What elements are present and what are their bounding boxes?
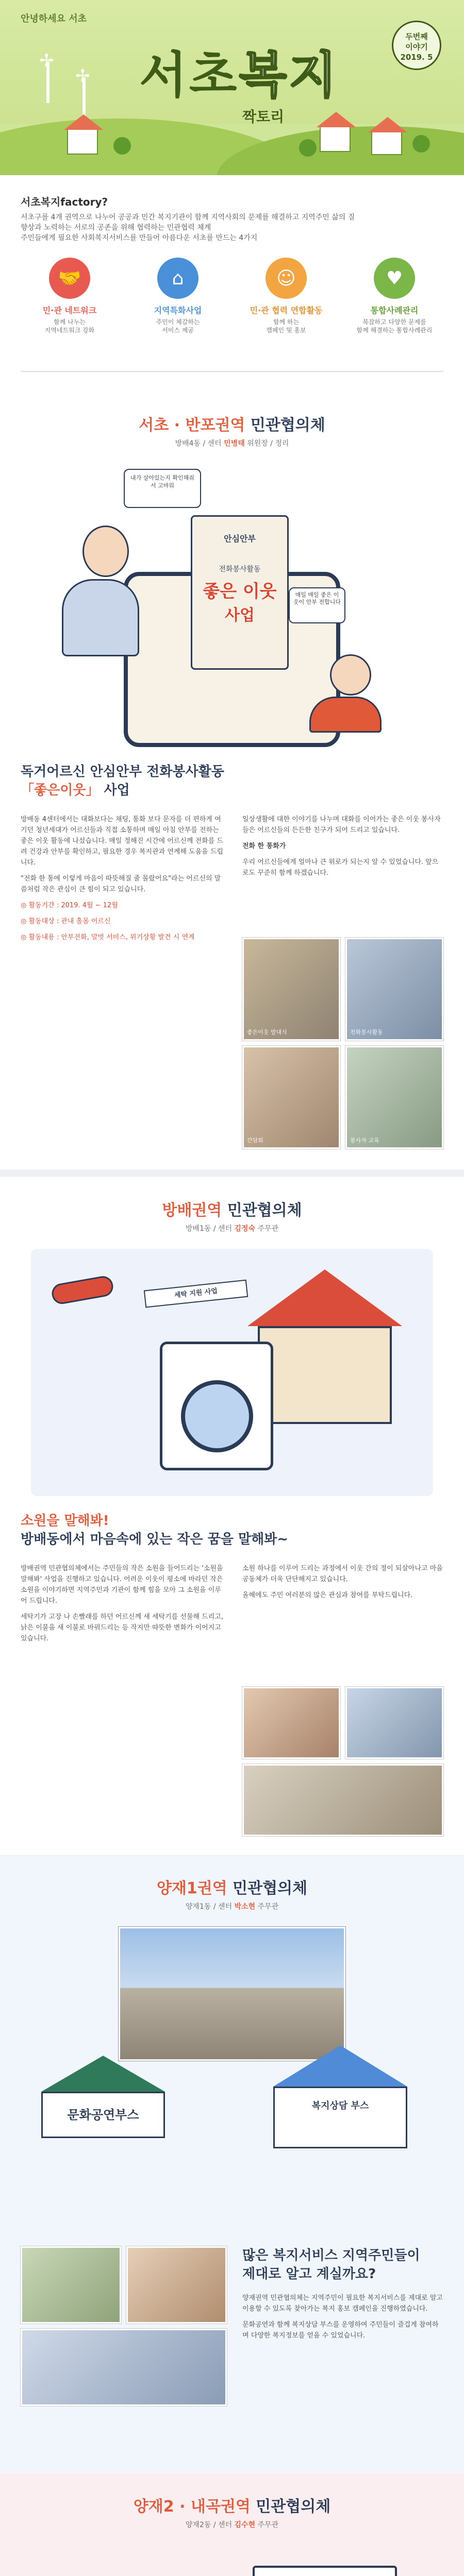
handshake-icon: 🤝 bbox=[49, 258, 90, 299]
paragraph: ◎ 활동내용 : 안부전화, 말벗 서비스, 위기상황 발견 시 연계 bbox=[21, 934, 195, 941]
banner: 세탁 지원 사업 bbox=[144, 1280, 248, 1308]
article-title-suffix: 사업 bbox=[99, 783, 130, 798]
paragraph: ◎ 활동대상 : 관내 홀몸 어르신 bbox=[21, 918, 111, 925]
sign-line: 전화봉사활동 bbox=[219, 565, 261, 573]
paragraph: 전화 한 통화가 bbox=[242, 842, 286, 850]
section-title bbox=[0, 2494, 464, 2516]
article-title-highlight: 「좋은이웃」 bbox=[21, 783, 100, 798]
house-roof bbox=[247, 1269, 402, 1326]
photo bbox=[21, 2329, 227, 2406]
section-title-suffix: 민관협의체 bbox=[222, 1201, 302, 1219]
paragraph: "전화 한 통에 이렇게 마음이 따뜻해질 줄 몰랐어요"라는 어르신의 말씀처럼 작은 관심이 큰 힘이 되고 있습니다. bbox=[21, 875, 221, 893]
intro-item-network bbox=[21, 258, 119, 335]
photo-caption: 좋은이웃 발대식 bbox=[247, 1029, 287, 1036]
author-post: 주무관 bbox=[255, 2521, 279, 2529]
author-pre: 양재1동 / 센터 bbox=[185, 1903, 235, 1911]
paragraph: 우리 어르신들에게 얼마나 큰 위로가 되는지 알 수 있었습니다. 앞으로도 꾸준히 함께 하겠습니다. bbox=[242, 858, 439, 877]
section-title-region: 서초 · 반포권역 bbox=[139, 416, 245, 434]
section-title bbox=[0, 1197, 464, 1220]
welfare-booth bbox=[273, 2045, 407, 2148]
paragraph: 소원 하나를 이루어 드리는 과정에서 이웃 간의 정이 되살아나고 마을 공동체가 더욱 단단해지고 있습니다. bbox=[242, 1565, 443, 1583]
photo-caption: 간담회 bbox=[247, 1137, 263, 1144]
article-title-line: 방배동에서 마음속에 있는 작은 꿈을 말해봐~ bbox=[21, 1532, 289, 1547]
photo bbox=[242, 1687, 340, 1759]
tent-roof bbox=[41, 2056, 165, 2092]
photo bbox=[126, 2246, 227, 2324]
photo-grid bbox=[242, 938, 443, 1154]
intro-item-desc: 함께 하는 캠페인 및 홍보 bbox=[266, 318, 306, 334]
title-prefix: 서초 bbox=[139, 46, 239, 104]
photo bbox=[242, 1046, 340, 1149]
paragraph: 양재권역 민관협의체는 지역주민이 필요한 복지서비스를 제대로 알고 이용할 수 있도록 찾아가는 복지 홍보 캠페인을 진행하였습니다. bbox=[242, 2294, 443, 2313]
section-title bbox=[0, 1875, 464, 1898]
header-subtitle: 안녕하세요 서초 bbox=[21, 13, 87, 24]
section-heading bbox=[0, 2494, 464, 2530]
illustration-festival bbox=[31, 1927, 433, 2226]
intro-icon-row bbox=[21, 258, 443, 340]
section-seocho-banpo bbox=[0, 392, 464, 1170]
paragraph: 방배권역 민관협의체에서는 주민들의 작은 소원을 들어드리는 '소원을 말해봐' 사업을 진행하고 있습니다. 어려운 이웃이 평소에 바라던 작은 소원을 이야기하면 지역주민과 기관이 함께 힘을 모아 그 소원을 이루어 드립니다. bbox=[21, 1565, 223, 1605]
section-title-suffix: 민관협의체 bbox=[227, 1879, 308, 1897]
paragraph: 일상생활에 대한 이야기를 나누며 대화를 이어가는 좋은 이웃 봉사자들은 어르신들의 든든한 친구가 되어 드리고 있습니다. bbox=[242, 816, 441, 834]
paragraph: 방배동 4센터에서는 대화보다는 채팅, 통화 보다 문자를 더 편하게 여기던 청년세대가 어르신들과 직접 소통하며 매일 아침 안부를 전하는 좋은 이웃 활동에 나섰습니다. 매일 정해진 시간에 어르신께 전화를 드려 건강과 안부를 확인하고, 필요한 경우 복지관과 연계해 도움을 드립니다. bbox=[21, 816, 223, 867]
author-pre: 방배1동 / 센터 bbox=[185, 1225, 235, 1233]
house-icon bbox=[320, 126, 351, 152]
intro-item-desc: 주민이 체감하는 서비스 제공 bbox=[156, 318, 200, 334]
section-yangjae1 bbox=[0, 1855, 464, 2473]
house-icon bbox=[67, 129, 98, 155]
author-post: 위원장 / 정리 bbox=[244, 439, 289, 448]
intro-bullet: 서초구를 4개 권역으로 나누어 공공과 민간 복지기관이 함께 지역사회의 문제를 해결하고 지역주민 삶의 질 bbox=[21, 213, 355, 222]
section-yangjae2-naegok bbox=[0, 2473, 464, 2576]
paragraph: 문화공연과 함께 복지상담 부스를 운영하여 주민들이 즐겁게 참여하며 다양한 복지정보를 얻을 수 있었습니다. bbox=[242, 2321, 439, 2340]
sign-line: 안심안부 bbox=[224, 534, 256, 544]
sign-line: 좋은 이웃 bbox=[203, 581, 277, 602]
speech-bubble: 내가 살아있는지 확인해줘서 고마워 bbox=[124, 469, 201, 508]
tree-icon bbox=[299, 139, 317, 157]
photo-caption: 전화봉사활동 bbox=[350, 1029, 383, 1036]
photo bbox=[119, 1927, 345, 2061]
house-icon bbox=[371, 131, 402, 155]
house-wall bbox=[258, 1326, 392, 1424]
article-title-line: 독거어르신 안심안부 전화봉사활동 bbox=[21, 764, 224, 779]
sign-line: 사업 bbox=[225, 606, 255, 624]
article-column-right bbox=[242, 814, 443, 884]
people-icon: ☺ bbox=[266, 258, 307, 299]
paragraph: 세탁기가 고장 나 손빨래를 하던 어르신께 새 세탁기를 선물해 드리고, 낡은 이불을 새 이불로 바꿔드리는 등 작지만 따뜻한 변화가 이어지고 있습니다. bbox=[21, 1613, 223, 1642]
tent-label: 복지상담 부스 bbox=[273, 2087, 407, 2148]
article-column-right bbox=[242, 1563, 443, 1606]
intro-item-desc: 복잡하고 다양한 문제를 함께 해결하는 통합사례관리 bbox=[356, 318, 433, 334]
intro-bullet: 향상과 노력하는 서로의 공존을 위해 협력하는 민관협력 체계 bbox=[21, 224, 211, 232]
paragraph: ◎ 활동기간 : 2019. 4월 ~ 12월 bbox=[21, 902, 118, 909]
tent-label: 문화공연부스 bbox=[41, 2092, 165, 2138]
section-heading bbox=[0, 412, 464, 448]
intro-item-label: 민·관 협력 연합활동 bbox=[250, 306, 323, 315]
intro-bullet: 주민들에게 필요한 사회복지서비스를 만들어 아름다운 서초를 만드는 4가지 bbox=[21, 234, 258, 242]
house-icon: ⌂ bbox=[157, 258, 198, 299]
section-title-suffix: 민관협의체 bbox=[245, 416, 325, 434]
author-pre: 방배4동 / 센터 bbox=[175, 439, 224, 448]
author-name: 김수현 bbox=[234, 2521, 256, 2529]
section-bangbae bbox=[0, 1170, 464, 1855]
tent-roof bbox=[273, 2045, 407, 2087]
illustration-phone-service bbox=[62, 459, 402, 757]
superhero-figure bbox=[52, 1259, 124, 1311]
article-title bbox=[21, 762, 224, 800]
photo bbox=[242, 938, 340, 1041]
volume-badge bbox=[392, 21, 441, 70]
culture-booth bbox=[41, 2056, 165, 2138]
photo-grid bbox=[242, 1687, 443, 1841]
intro-item-joint bbox=[237, 258, 335, 335]
article-title bbox=[21, 1512, 288, 1549]
section-title-region: 방배권역 bbox=[162, 1201, 222, 1219]
author-post: 주무관 bbox=[255, 1225, 279, 1233]
elderly-man-figure bbox=[62, 526, 150, 659]
section-title-region: 양재1권역 bbox=[156, 1879, 227, 1897]
author-pre: 양재2동 / 센터 bbox=[185, 2521, 235, 2529]
article-column-left bbox=[21, 1563, 227, 1649]
header-name: 짝토리 bbox=[242, 108, 285, 125]
author-name: 민병태 bbox=[224, 439, 245, 448]
section-author bbox=[0, 1901, 464, 1911]
intro-item-special bbox=[129, 258, 227, 335]
article-column-left bbox=[21, 814, 227, 948]
photo bbox=[345, 1687, 443, 1759]
photo bbox=[242, 1764, 443, 1836]
divider bbox=[21, 371, 443, 372]
intro-section bbox=[0, 175, 464, 392]
section-title bbox=[0, 412, 464, 435]
intro-item-label: 통합사례관리 bbox=[370, 306, 419, 315]
article-title bbox=[242, 2246, 420, 2283]
lecture-screen bbox=[253, 2566, 397, 2576]
author-name: 김정숙 bbox=[234, 1225, 256, 1233]
volume-line: 두번째 bbox=[405, 32, 428, 41]
intro-title: 서초복지factory? bbox=[21, 196, 108, 208]
article-title-line: 많은 복지서비스 지역주민들이 bbox=[242, 2248, 420, 2263]
volunteer-figure bbox=[309, 654, 387, 732]
volume-line: 이야기 bbox=[405, 42, 428, 52]
windmill-icon bbox=[46, 62, 49, 103]
title-main: 복지 bbox=[239, 46, 339, 104]
section-author bbox=[0, 2519, 464, 2530]
header-title bbox=[139, 36, 339, 107]
illustration-washer bbox=[31, 1249, 433, 1496]
intro-item-label: 민·관 네트워크 bbox=[42, 306, 97, 315]
intro-item-label: 지역특화사업 bbox=[154, 306, 202, 315]
photo-grid bbox=[21, 2246, 227, 2401]
author-post: 주무관 bbox=[255, 1903, 279, 1911]
tree-icon bbox=[412, 135, 430, 152]
intro-item-desc: 함께 나누는 지역네트워크 강화 bbox=[44, 318, 95, 334]
photo bbox=[21, 2246, 121, 2324]
tree-icon bbox=[113, 137, 131, 155]
heart-icon: ♥ bbox=[374, 258, 415, 299]
article-column bbox=[242, 2293, 443, 2346]
washing-machine-icon bbox=[160, 1342, 273, 1470]
section-heading bbox=[0, 1197, 464, 1233]
paragraph: 올해에도 주민 여러분의 많은 관심과 참여를 부탁드립니다. bbox=[242, 1591, 413, 1599]
section-title-region: 양재2 · 내곡권역 bbox=[133, 2498, 251, 2516]
author-name: 박소현 bbox=[234, 1903, 256, 1911]
photo bbox=[345, 938, 443, 1041]
windmill-icon bbox=[82, 77, 86, 118]
washer-door bbox=[181, 1380, 253, 1452]
header-banner bbox=[0, 0, 464, 175]
article-title-line: 제대로 알고 계실까요? bbox=[242, 2266, 376, 2282]
photo bbox=[345, 1046, 443, 1149]
article-title-highlight: 소원을 말해봐! bbox=[21, 1513, 109, 1529]
service-sign bbox=[191, 515, 289, 670]
illustration-parent-class bbox=[31, 2545, 433, 2576]
section-author bbox=[0, 438, 464, 448]
section-heading bbox=[0, 1875, 464, 1911]
speech-bubble: 매일 매일 좋은 이웃이 안부 전합니다 bbox=[289, 587, 345, 623]
intro-item-case bbox=[345, 258, 443, 335]
photo-caption: 봉사자 교육 bbox=[350, 1137, 379, 1144]
section-author bbox=[0, 1223, 464, 1233]
volume-line: 2019. 5 bbox=[400, 53, 433, 62]
section-title-suffix: 민관협의체 bbox=[250, 2498, 331, 2516]
